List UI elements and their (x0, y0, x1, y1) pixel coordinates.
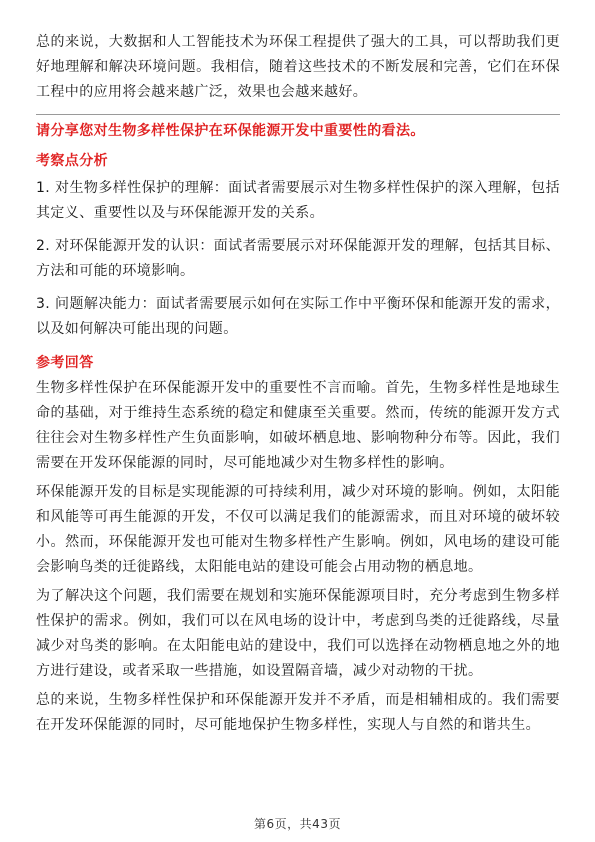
intro-paragraph: 总的来说，大数据和人工智能技术为环保工程提供了强大的工具，可以帮助我们更好地理解和解决环境问题。我相信，随着这些技术的不断发展和完善，它们在环保工程中的应用将会越来越广泛，效果也会越来越好。 (36, 34, 560, 100)
answer-paragraph: 生物多样性保护在环保能源开发中的重要性不言而喻。首先，生物多样性是地球生命的基础，对于维持生态系统的稳定和健康至关重要。然而，传统的能源开发方式往往会对生物多样性产生负面影响，如破坏栖息地、影响物种分布等。因此，我们需要在开发环保能源的同时，尽可能地减少对生物多样性的影响。 (36, 380, 560, 471)
analysis-item: 3. 问题解决能力：面试者需要展示如何在实际工作中平衡环保和能源开发的需求，以及如何解决可能出现的问题。 (36, 296, 560, 337)
section-divider (36, 114, 560, 115)
answer-heading: 参考回答 (36, 355, 94, 371)
page-number: 第6页，共43页 (254, 817, 341, 831)
document-page (36, 30, 560, 738)
analysis-heading: 考察点分析 (36, 153, 108, 169)
analysis-item: 2. 对环保能源开发的认识：面试者需要展示对环保能源开发的理解，包括其目标、方法和可能的环境影响。 (36, 238, 560, 279)
answer-paragraph: 环保能源开发的目标是实现能源的可持续利用，减少对环境的影响。例如，太阳能和风能等可再生能源的开发，不仅可以满足我们的能源需求，而且对环境的破坏较小。然而，环保能源开发也可能对生物多样性产生影响。例如，风电场的建设可能会影响鸟类的迁徙路线，太阳能电站的建设可能会占用动物的栖息地。 (36, 484, 560, 575)
answer-paragraph: 为了解决这个问题，我们需要在规划和实施环保能源项目时，充分考虑到生物多样性保护的需求。例如，我们可以在风电场的设计中，考虑到鸟类的迁徙路线，尽量减少对鸟类的影响。在太阳能电站的建设中，我们可以选择在动物栖息地之外的地方进行建设，或者采取一些措施，如设置隔音墙，减少对动物的干扰。 (36, 588, 560, 679)
analysis-item: 1. 对生物多样性保护的理解：面试者需要展示对生物多样性保护的深入理解，包括其定义、重要性以及与环保能源开发的关系。 (36, 180, 560, 221)
question-title: 请分享您对生物多样性保护在环保能源开发中重要性的看法。 (36, 123, 425, 139)
answer-paragraph: 总的来说，生物多样性保护和环保能源开发并不矛盾，而是相辅相成的。我们需要在开发环保能源的同时，尽可能地保护生物多样性，实现人与自然的和谐共生。 (36, 692, 560, 733)
